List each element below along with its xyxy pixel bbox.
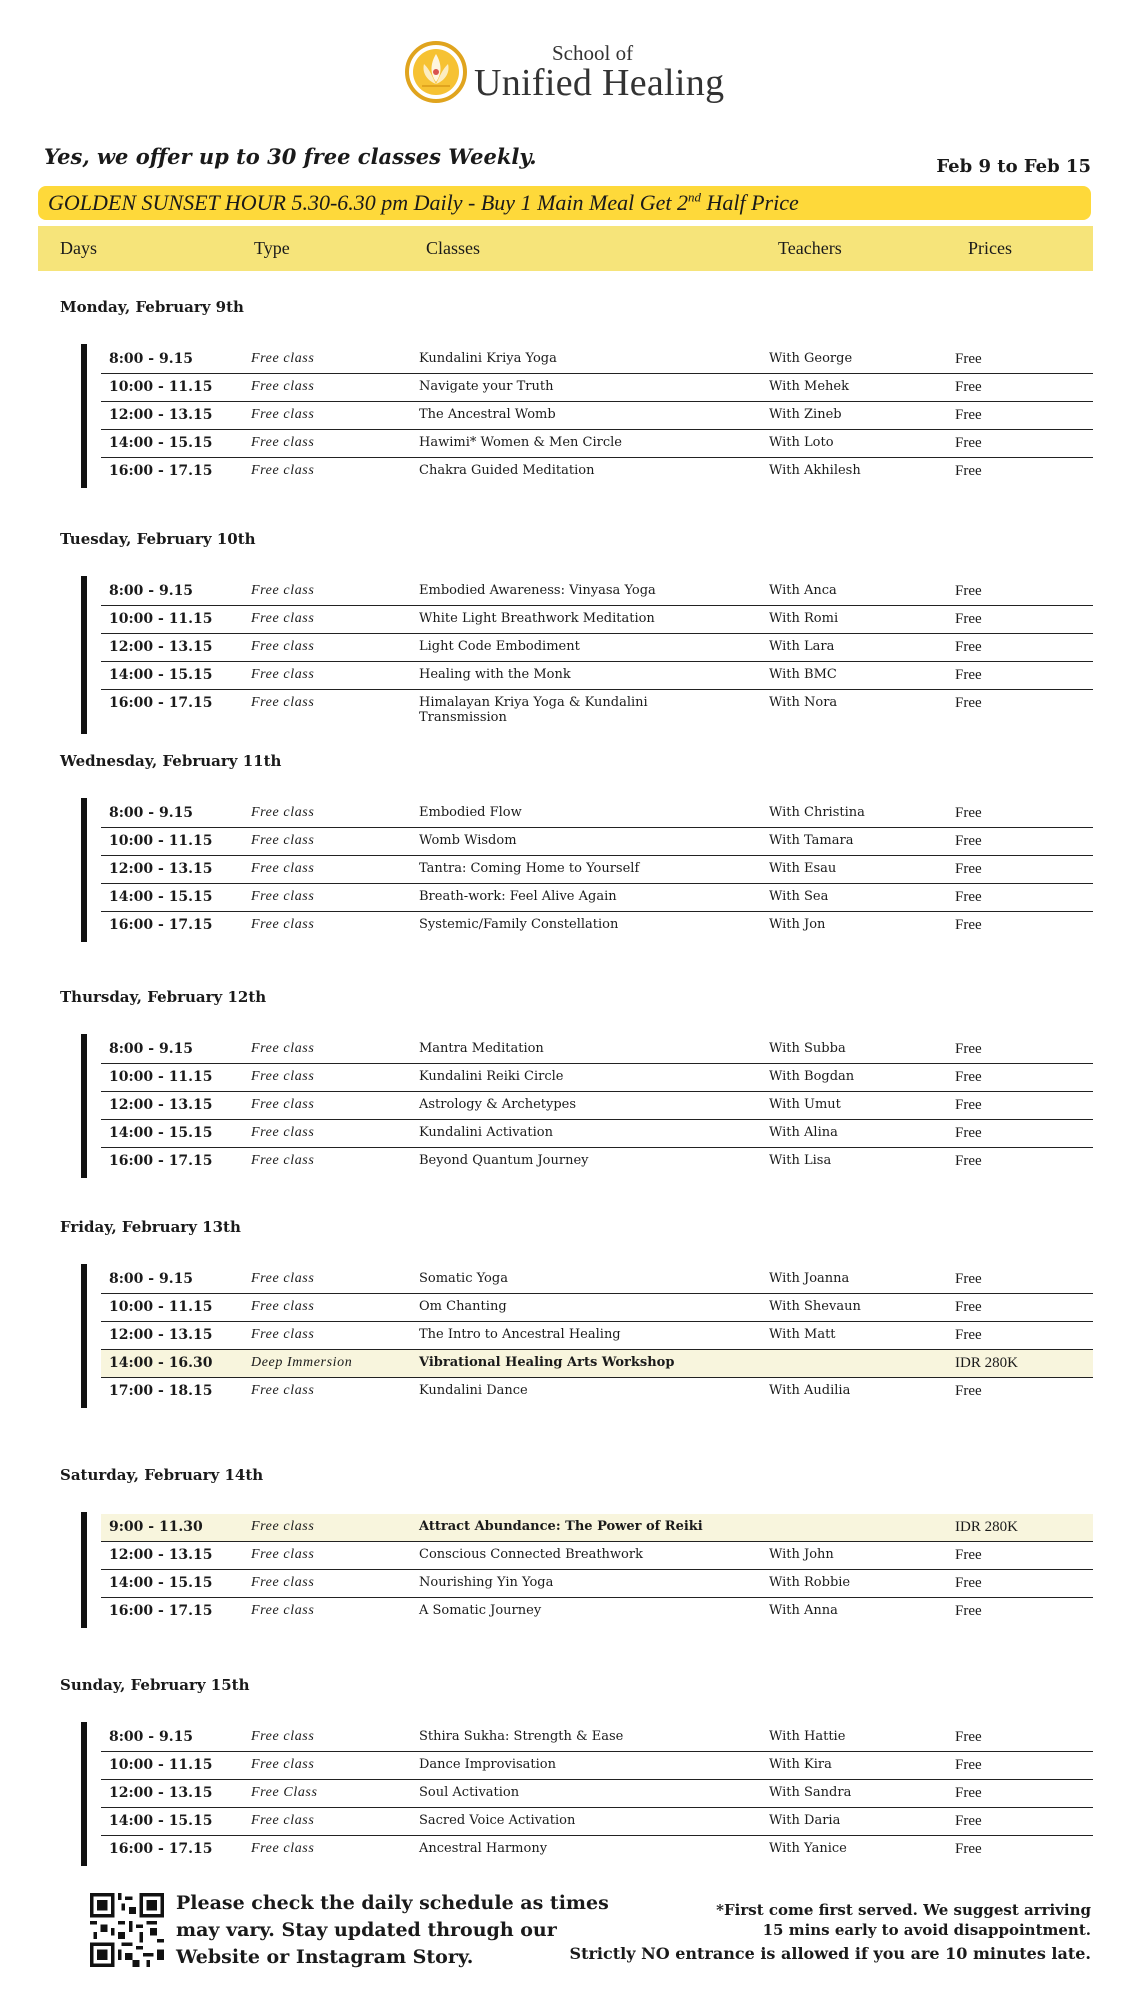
class-row[interactable] — [101, 828, 1093, 856]
class-row[interactable] — [101, 1036, 1093, 1064]
class-teacher: With Kira — [769, 1757, 832, 1772]
class-teacher: With Subba — [769, 1041, 846, 1056]
class-teacher: With Hattie — [769, 1729, 846, 1744]
class-type: Free class — [251, 1757, 315, 1772]
footer-right-line: 15 mins early to avoid disappointment. — [762, 1921, 1091, 1939]
day-title: Monday, February 9th — [60, 298, 244, 316]
lotus-logo-icon — [404, 40, 468, 104]
class-row[interactable] — [101, 1724, 1093, 1752]
class-price: Free — [955, 583, 982, 599]
day-divider-bar — [81, 576, 87, 734]
class-teacher: With Umut — [769, 1097, 841, 1112]
class-teacher: With Anna — [769, 1603, 838, 1618]
class-time: 12:00 - 13.15 — [109, 861, 213, 877]
class-type: Free class — [251, 1519, 315, 1534]
day-divider-bar — [81, 798, 87, 942]
class-price: IDR 280K — [955, 1355, 1018, 1371]
class-time: 10:00 - 11.15 — [109, 611, 213, 627]
class-row[interactable] — [101, 1542, 1093, 1570]
class-price: Free — [955, 1383, 982, 1399]
class-time: 10:00 - 11.15 — [109, 379, 213, 395]
day-divider-bar — [81, 1722, 87, 1866]
class-name: Beyond Quantum Journey — [419, 1153, 589, 1168]
class-row[interactable] — [101, 634, 1093, 662]
class-time: 8:00 - 9.15 — [109, 805, 194, 821]
class-price: Free — [955, 1813, 982, 1829]
class-time: 12:00 - 13.15 — [109, 1327, 213, 1343]
class-type: Free class — [251, 695, 315, 710]
class-name: Systemic/Family Constellation — [419, 917, 619, 932]
class-type: Free class — [251, 379, 315, 394]
class-price: Free — [955, 435, 982, 451]
class-teacher: With Lara — [769, 639, 835, 654]
class-price: Free — [955, 1153, 982, 1169]
class-row[interactable] — [101, 1514, 1093, 1542]
qr-code-icon[interactable] — [90, 1893, 164, 1967]
class-name: Conscious Connected Breathwork — [419, 1547, 643, 1562]
class-time: 16:00 - 17.15 — [109, 1153, 213, 1169]
date-range: Feb 9 to Feb 15 — [936, 156, 1091, 177]
class-name: Womb Wisdom — [419, 833, 517, 848]
class-price: Free — [955, 917, 982, 933]
class-type: Free class — [251, 861, 315, 876]
class-row[interactable] — [101, 1808, 1093, 1836]
class-name: Sacred Voice Activation — [419, 1813, 576, 1828]
class-name: Embodied Awareness: Vinyasa Yoga — [419, 583, 656, 598]
class-row[interactable] — [101, 1780, 1093, 1808]
day-title: Saturday, February 14th — [60, 1466, 264, 1484]
class-name: A Somatic Journey — [419, 1603, 542, 1618]
class-type: Free class — [251, 1813, 315, 1828]
class-time: 16:00 - 17.15 — [109, 695, 213, 711]
class-price: Free — [955, 1547, 982, 1563]
class-teacher: With Anca — [769, 583, 837, 598]
class-type: Free class — [251, 1327, 315, 1342]
class-time: 16:00 - 17.15 — [109, 463, 213, 479]
class-time: 12:00 - 13.15 — [109, 639, 213, 655]
class-row[interactable] — [101, 662, 1093, 690]
class-type: Free class — [251, 639, 315, 654]
class-type: Free class — [251, 833, 315, 848]
class-time: 12:00 - 13.15 — [109, 1785, 213, 1801]
class-name: Himalayan Kriya Yoga & Kundalini — [419, 695, 648, 710]
class-name: Breath-work: Feel Alive Again — [419, 889, 617, 904]
logo-school-of: School of — [552, 41, 634, 65]
class-price: Free — [955, 1841, 982, 1857]
class-row[interactable] — [101, 912, 1093, 940]
class-time: 12:00 - 13.15 — [109, 1097, 213, 1113]
table-header — [38, 226, 1093, 271]
class-teacher: With Romi — [769, 611, 839, 626]
class-teacher: With Sandra — [769, 1785, 852, 1800]
class-time: 8:00 - 9.15 — [109, 1271, 194, 1287]
class-name: Kundalini Activation — [419, 1125, 553, 1140]
class-time: 14:00 - 15.15 — [109, 435, 213, 451]
class-type: Free class — [251, 1841, 315, 1856]
class-name: The Intro to Ancestral Healing — [419, 1327, 621, 1342]
class-time: 10:00 - 11.15 — [109, 1757, 213, 1773]
header-days: Days — [60, 238, 97, 258]
class-row[interactable] — [101, 1092, 1093, 1120]
class-row[interactable] — [101, 430, 1093, 458]
class-name: The Ancestral Womb — [419, 407, 556, 422]
class-type: Free class — [251, 351, 315, 366]
footer-left-line: Website or Instagram Story. — [176, 1946, 474, 1968]
footer-left-line: Please check the daily schedule as times — [176, 1892, 609, 1914]
class-type: Free class — [251, 1383, 315, 1398]
class-teacher: With Nora — [769, 695, 838, 710]
day-divider-bar — [81, 1264, 87, 1408]
day-divider-bar — [81, 1512, 87, 1628]
class-time: 10:00 - 11.15 — [109, 1069, 213, 1085]
class-teacher: With Jon — [769, 917, 826, 932]
class-name: Kundalini Reiki Circle — [419, 1069, 564, 1084]
footer-left-line: may vary. Stay updated through our — [176, 1919, 557, 1941]
class-row[interactable] — [101, 1570, 1093, 1598]
day-divider-bar — [81, 344, 87, 488]
class-type: Free class — [251, 1069, 315, 1084]
class-type: Free class — [251, 805, 315, 820]
class-teacher: With Sea — [769, 889, 829, 904]
class-teacher: With Yanice — [769, 1841, 847, 1856]
class-row[interactable] — [101, 1378, 1093, 1406]
class-time: 8:00 - 9.15 — [109, 583, 194, 599]
footer-entry-policy — [570, 1900, 1091, 1964]
class-teacher: With BMC — [769, 667, 837, 682]
class-name-continued: Transmission — [419, 710, 507, 725]
class-price: Free — [955, 1785, 982, 1801]
class-price: Free — [955, 667, 982, 683]
class-teacher: With Mehek — [769, 379, 849, 394]
class-teacher: With Zineb — [769, 407, 842, 422]
class-row[interactable] — [101, 402, 1093, 430]
class-name: Light Code Embodiment — [419, 639, 580, 654]
class-time: 14:00 - 16.30 — [109, 1355, 213, 1371]
promo-superscript: nd — [687, 189, 701, 205]
class-price: Free — [955, 1729, 982, 1745]
class-type: Free class — [251, 583, 315, 598]
school-logo — [404, 40, 724, 104]
footer-schedule-note — [176, 1890, 609, 1971]
class-row[interactable] — [101, 374, 1093, 402]
class-time: 9:00 - 11.30 — [109, 1519, 203, 1535]
class-name: Tantra: Coming Home to Yourself — [419, 861, 640, 876]
class-row[interactable] — [101, 800, 1093, 828]
header-type: Type — [254, 238, 290, 258]
class-type: Deep Immersion — [251, 1355, 353, 1370]
class-teacher: With John — [769, 1547, 834, 1562]
header-teachers: Teachers — [778, 238, 842, 258]
class-name: Vibrational Healing Arts Workshop — [419, 1355, 675, 1370]
class-name: Hawimi* Women & Men Circle — [419, 435, 622, 450]
day-title: Thursday, February 12th — [60, 988, 267, 1006]
class-price: Free — [955, 1069, 982, 1085]
class-price: Free — [955, 463, 982, 479]
class-price: Free — [955, 1757, 982, 1773]
class-time: 16:00 - 17.15 — [109, 917, 213, 933]
class-time: 14:00 - 15.15 — [109, 1575, 213, 1591]
class-teacher: With George — [769, 351, 853, 366]
class-name: Kundalini Dance — [419, 1383, 528, 1398]
class-type: Free class — [251, 667, 315, 682]
class-teacher: With Lisa — [769, 1153, 832, 1168]
class-time: 14:00 - 15.15 — [109, 1813, 213, 1829]
day-title: Sunday, February 15th — [60, 1676, 250, 1694]
class-teacher: With Akhilesh — [769, 463, 861, 478]
class-name: Navigate your Truth — [419, 379, 554, 394]
class-price: Free — [955, 611, 982, 627]
class-time: 8:00 - 9.15 — [109, 1729, 194, 1745]
class-name: Sthira Sukha: Strength & Ease — [419, 1729, 624, 1744]
class-type: Free class — [251, 1299, 315, 1314]
day-title: Tuesday, February 10th — [60, 530, 256, 548]
class-teacher: With Matt — [769, 1327, 836, 1342]
class-type: Free class — [251, 407, 315, 422]
class-row[interactable] — [101, 346, 1093, 374]
class-time: 12:00 - 13.15 — [109, 1547, 213, 1563]
class-price: Free — [955, 1603, 982, 1619]
class-name: Soul Activation — [419, 1785, 520, 1800]
class-time: 16:00 - 17.15 — [109, 1603, 213, 1619]
class-name: Nourishing Yin Yoga — [419, 1575, 554, 1590]
class-time: 17:00 - 18.15 — [109, 1383, 213, 1399]
class-price: Free — [955, 639, 982, 655]
class-type: Free class — [251, 1153, 315, 1168]
class-price: IDR 280K — [955, 1519, 1018, 1535]
class-name: Healing with the Monk — [419, 667, 571, 682]
class-row[interactable] — [101, 1294, 1093, 1322]
class-time: 10:00 - 11.15 — [109, 1299, 213, 1315]
class-price: Free — [955, 1299, 982, 1315]
class-name: Mantra Meditation — [419, 1041, 544, 1056]
class-price: Free — [955, 1575, 982, 1591]
class-row[interactable] — [101, 1752, 1093, 1780]
class-price: Free — [955, 351, 982, 367]
footer-right-line: *First come first served. We suggest arriving — [716, 1901, 1091, 1919]
class-row[interactable] — [101, 690, 1093, 725]
class-name: Attract Abundance: The Power of Reiki — [419, 1519, 703, 1534]
class-name: Somatic Yoga — [419, 1271, 508, 1286]
class-type: Free class — [251, 435, 315, 450]
class-name: Kundalini Kriya Yoga — [419, 351, 557, 366]
class-time: 14:00 - 15.15 — [109, 889, 213, 905]
class-teacher: With Robbie — [769, 1575, 851, 1590]
class-teacher: With Shevaun — [769, 1299, 861, 1314]
class-type: Free class — [251, 1125, 315, 1140]
class-type: Free class — [251, 917, 315, 932]
class-teacher: With Esau — [769, 861, 837, 876]
day-divider-bar — [81, 1034, 87, 1178]
class-row[interactable] — [101, 1350, 1093, 1378]
promo-text-end: Half Price — [700, 190, 799, 215]
class-row[interactable] — [101, 1148, 1093, 1176]
class-type: Free class — [251, 611, 315, 626]
class-type: Free class — [251, 1603, 315, 1618]
class-type: Free class — [251, 1729, 315, 1744]
class-time: 10:00 - 11.15 — [109, 833, 213, 849]
class-price: Free — [955, 861, 982, 877]
header-classes: Classes — [426, 238, 480, 258]
class-price: Free — [955, 379, 982, 395]
class-price: Free — [955, 1041, 982, 1057]
class-price: Free — [955, 407, 982, 423]
class-teacher: With Audilia — [769, 1383, 851, 1398]
class-type: Free class — [251, 1041, 315, 1056]
class-row[interactable] — [101, 458, 1093, 486]
class-name: Astrology & Archetypes — [419, 1097, 577, 1112]
day-title: Friday, February 13th — [60, 1218, 241, 1236]
class-type: Free class — [251, 463, 315, 478]
class-type: Free class — [251, 1547, 315, 1562]
class-teacher: With Daria — [769, 1813, 841, 1828]
promo-banner — [38, 186, 1091, 220]
class-name: Embodied Flow — [419, 805, 522, 820]
class-time: 14:00 - 15.15 — [109, 1125, 213, 1141]
class-row[interactable] — [101, 1266, 1093, 1294]
class-type: Free class — [251, 889, 315, 904]
class-row[interactable] — [101, 1598, 1093, 1626]
class-price: Free — [955, 695, 982, 711]
class-teacher: With Bogdan — [769, 1069, 855, 1084]
promo-text: GOLDEN SUNSET HOUR 5.30-6.30 pm Daily - Buy 1 Main Meal Get 2 — [48, 190, 688, 215]
class-name: Dance Improvisation — [419, 1757, 556, 1772]
class-name: White Light Breathwork Meditation — [419, 611, 655, 626]
day-title: Wednesday, February 11th — [60, 752, 282, 770]
class-time: 16:00 - 17.15 — [109, 1841, 213, 1857]
class-type: Free class — [251, 1271, 315, 1286]
tagline: Yes, we offer up to 30 free classes Weekly. — [44, 144, 537, 169]
class-row[interactable] — [101, 1322, 1093, 1350]
class-teacher: With Christina — [769, 805, 865, 820]
class-row[interactable] — [101, 1120, 1093, 1148]
class-price: Free — [955, 1327, 982, 1343]
class-time: 12:00 - 13.15 — [109, 407, 213, 423]
class-time: 8:00 - 9.15 — [109, 351, 194, 367]
logo-unified-healing: Unified Healing — [474, 62, 725, 104]
class-row[interactable] — [101, 1836, 1093, 1864]
class-row[interactable] — [101, 856, 1093, 884]
class-time: 8:00 - 9.15 — [109, 1041, 194, 1057]
class-teacher: With Tamara — [769, 833, 854, 848]
class-teacher: With Loto — [769, 435, 834, 450]
class-price: Free — [955, 889, 982, 905]
class-price: Free — [955, 833, 982, 849]
class-price: Free — [955, 1271, 982, 1287]
class-row[interactable] — [101, 578, 1093, 606]
class-type: Free class — [251, 1575, 315, 1590]
footer-right-line: Strictly NO entrance is allowed if you are 10 minutes late. — [569, 1944, 1091, 1963]
class-teacher: With Alina — [769, 1125, 838, 1140]
class-time: 14:00 - 15.15 — [109, 667, 213, 683]
class-name: Chakra Guided Meditation — [419, 463, 595, 478]
class-type: Free class — [251, 1097, 315, 1112]
class-teacher: With Joanna — [769, 1271, 850, 1286]
class-price: Free — [955, 805, 982, 821]
class-price: Free — [955, 1125, 982, 1141]
class-row[interactable] — [101, 884, 1093, 912]
class-type: Free Class — [251, 1785, 318, 1800]
class-name: Ancestral Harmony — [419, 1841, 548, 1856]
header-prices: Prices — [968, 238, 1012, 258]
class-name: Om Chanting — [419, 1299, 507, 1314]
class-price: Free — [955, 1097, 982, 1113]
class-row[interactable] — [101, 1064, 1093, 1092]
class-row[interactable] — [101, 606, 1093, 634]
